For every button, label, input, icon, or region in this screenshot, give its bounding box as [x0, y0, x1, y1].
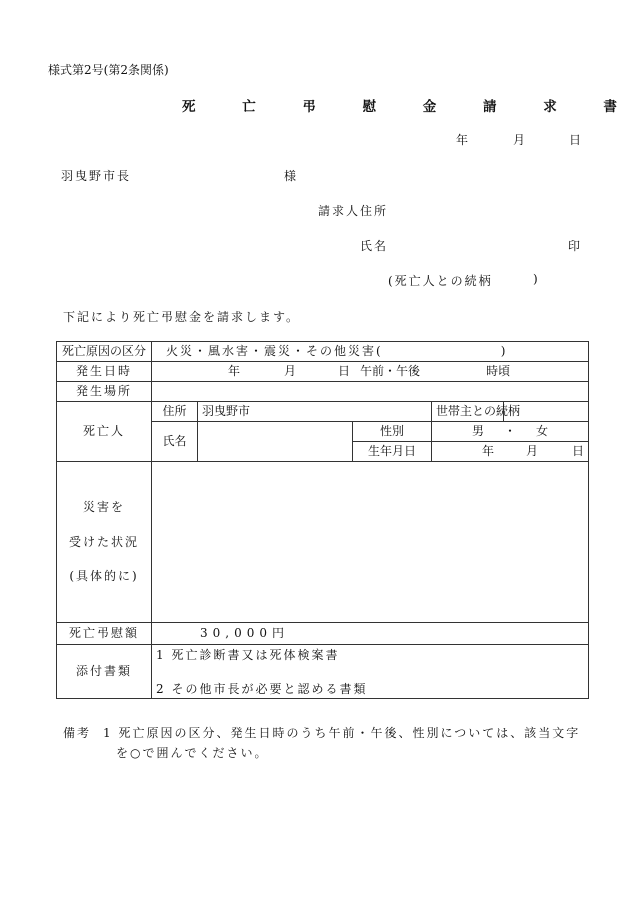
sex-label: 性別 [353, 422, 432, 442]
deceased-label: 死亡人 [57, 402, 152, 462]
datetime-year: 年 [228, 364, 241, 379]
amount-label: 死亡弔慰額 [57, 623, 152, 645]
situation-label-line3: (具体的に) [69, 569, 139, 584]
birthdate-label: 生年月日 [353, 442, 432, 462]
cause-row [57, 342, 589, 362]
deceased-address-value: 羽曳野市 [202, 404, 251, 419]
claimant-address-label: 請求人住所 [318, 204, 389, 218]
datetime-ampm: 午前・午後 [360, 364, 421, 379]
intro-text: 下記により死亡弔慰金を請求します。 [63, 310, 301, 324]
sex-male: 男 [471, 424, 484, 439]
notes-label: 備考 [63, 726, 92, 740]
datetime-month: 月 [284, 364, 297, 379]
datetime-day: 日 [338, 364, 351, 379]
sex-female: 女 [536, 424, 549, 439]
birth-year: 年 [481, 444, 494, 459]
datetime-label: 発生日時 [57, 362, 152, 382]
deceased-name-field[interactable] [198, 422, 353, 462]
sex-separator: ・ [504, 424, 517, 439]
birth-day: 日 [572, 444, 585, 459]
cause-options[interactable] [152, 342, 589, 362]
deceased-address-field[interactable] [198, 402, 432, 422]
cause-options-text: 火災・風水害・震災・その他災害( [166, 344, 383, 359]
deceased-name-label: 氏名 [152, 422, 198, 462]
attachment-item-1: 1 死亡診断書又は死体検案書 [156, 648, 340, 662]
attachment-item-2: 2 その他市長が必要と認める書類 [156, 682, 368, 696]
attachments-label: 添付書類 [57, 645, 152, 699]
amount-row [57, 623, 589, 645]
addressee-honorific: 様 [284, 169, 297, 183]
situation-label-line2: 受けた状況 [68, 534, 139, 549]
cause-label: 死亡原因の区分 [57, 342, 152, 362]
claim-form-table [56, 341, 589, 699]
birthdate-field[interactable] [432, 442, 589, 462]
birth-month: 月 [525, 444, 538, 459]
date-month-label: 月 [513, 133, 526, 147]
claimant-relation-label: (死亡人との続柄 [388, 274, 493, 288]
household-relation-label: 世帯主との続柄 [432, 402, 504, 422]
notes-line2: を○で囲んでください。 [116, 746, 269, 760]
seal-label: 印 [568, 239, 581, 253]
date-year-label: 年 [456, 133, 469, 147]
place-label: 発生場所 [57, 382, 152, 402]
sex-field[interactable] [432, 422, 589, 442]
place-field[interactable] [152, 382, 589, 402]
form-number: 様式第2号(第2条関係) [48, 63, 169, 77]
claimant-relation-close: ) [533, 272, 538, 286]
situation-label [57, 462, 152, 623]
addressee-name: 羽曳野市長 [61, 169, 132, 183]
situation-field[interactable] [152, 462, 589, 623]
place-row [57, 382, 589, 402]
notes-line1: 1 死亡原因の区分、発生日時のうち午前・午後、性別については、該当文字 [103, 726, 581, 740]
cause-close: ) [500, 344, 506, 359]
page-title: 死 亡 弔 慰 金 請 求 書 [182, 99, 638, 115]
datetime-field[interactable] [152, 362, 589, 382]
situation-row [57, 462, 589, 623]
date-day-label: 日 [569, 133, 582, 147]
datetime-hour: 時頃 [486, 364, 511, 379]
attachments-row [57, 645, 589, 699]
situation-label-line1: 災害を [82, 499, 125, 514]
attachments-list [152, 645, 589, 699]
claimant-name-label: 氏名 [360, 239, 389, 253]
datetime-row [57, 362, 589, 382]
deceased-address-row [57, 402, 589, 422]
deceased-address-label: 住所 [152, 402, 198, 422]
amount-value: 30,000円 [152, 623, 589, 645]
